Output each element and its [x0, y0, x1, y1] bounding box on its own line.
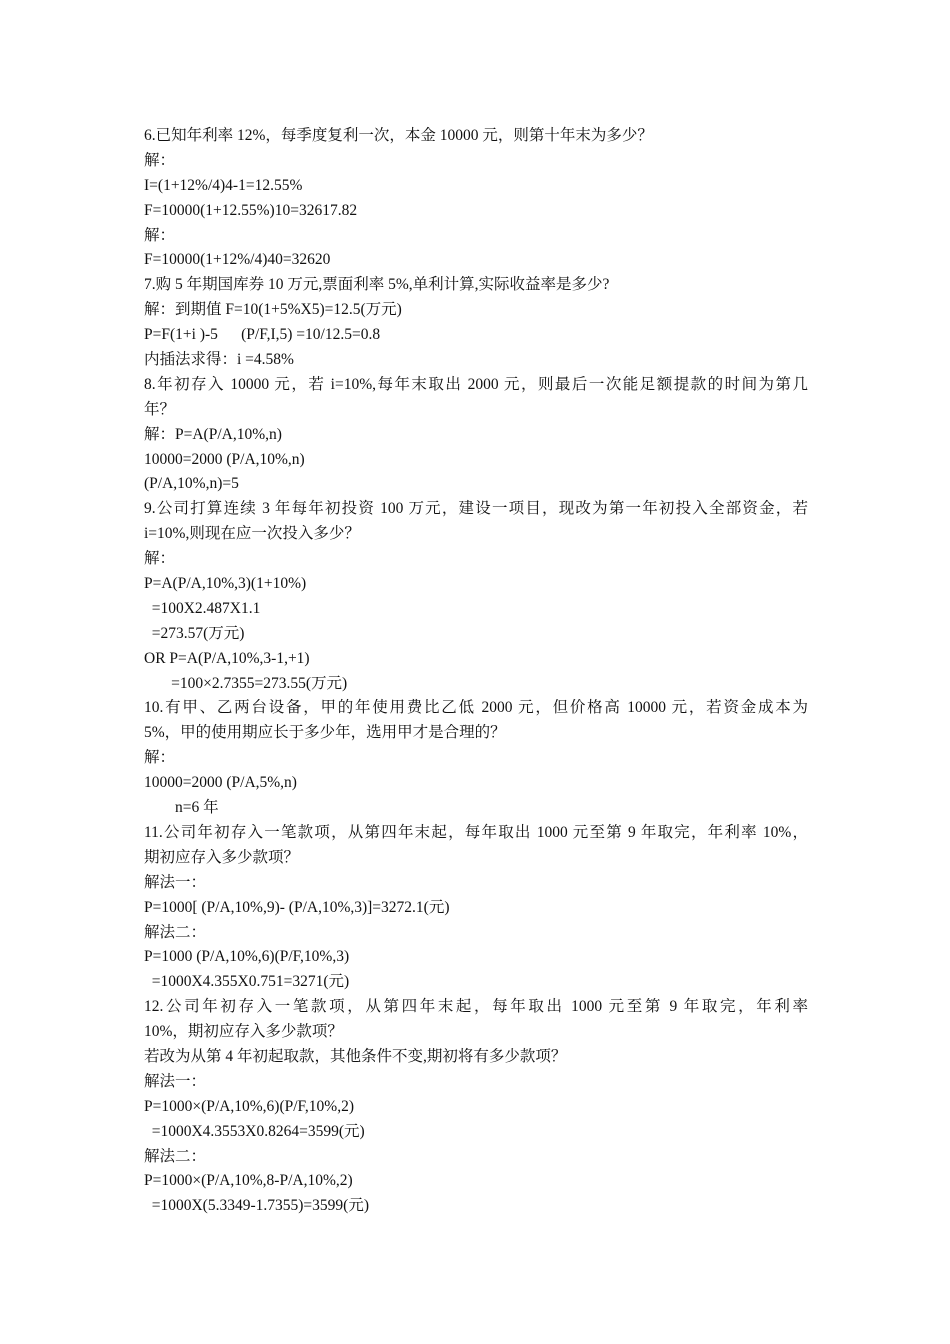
text-line: 5%，甲的使用期应长于多少年，选用甲才是合理的？ — [144, 724, 506, 742]
text-line: 内插法求得：i =4.58% — [144, 351, 294, 369]
text-line: =273.57(万元) — [144, 624, 245, 642]
text-line: 期初应存入多少款项？ — [144, 848, 300, 866]
text-line: 解： — [144, 226, 176, 244]
text-line: 12.公司年初存入一笔款项，从第四年末起，每年取出 1000 元至第 9 年取完，年利率 — [144, 998, 808, 1016]
text-line: 10%，期初应存入多少款项？ — [144, 1023, 343, 1041]
text-line: =100X2.487X1.1 — [144, 599, 261, 617]
text-line: OR P=A(P/A,10%,3-1,+1) — [144, 649, 310, 667]
text-line: 7.购 5 年期国库券 10 万元,票面利率 5%,单利计算,实际收益率是多少? — [144, 276, 610, 294]
text-line: I=(1+12%/4)4-1=12.55% — [144, 176, 303, 194]
text-line: 若改为从第 4 年初起取款，其他条件不变,期初将有多少款项？ — [144, 1047, 567, 1065]
text-line: 10000=2000 (P/A,5%,n) — [144, 774, 297, 792]
text-line: P=1000 (P/A,10%,6)(P/F,10%,3) — [144, 948, 350, 966]
text-line: 10000=2000 (P/A,10%,n) — [144, 450, 305, 468]
document-page — [144, 124, 808, 1219]
text-line: 解：P=A(P/A,10%,n) — [144, 425, 282, 443]
text-line: 年？ — [144, 400, 176, 418]
text-line: 解：到期值 F=10(1+5%X5)=12.5(万元) — [144, 301, 402, 319]
text-line: 解： — [144, 151, 176, 169]
text-line: 9.公司打算连续 3 年每年初投资 100 万元，建设一项目，现改为第一年初投入全部资金，若 — [144, 500, 808, 518]
text-line: P=A(P/A,10%,3)(1+10%) — [144, 575, 307, 593]
text-line: P=1000×(P/A,10%,6)(P/F,10%,2) — [144, 1097, 354, 1115]
text-line: 8.年初存入 10000 元，若 i=10%,每年末取出 2000 元，则最后一次能足额提款的时间为第几 — [144, 375, 808, 393]
text-line: 解法一： — [144, 873, 207, 891]
text-line: 解法二： — [144, 923, 207, 941]
text-line: 解法一： — [144, 1072, 207, 1090]
text-line: =1000X4.3553X0.8264=3599(元) — [144, 1122, 365, 1140]
text-line: 解： — [144, 550, 176, 568]
text-line: 解法二： — [144, 1147, 207, 1165]
text-line: F=10000(1+12.55%)10=32617.82 — [144, 201, 358, 219]
text-line: =100×2.7355=273.55(万元) — [144, 674, 348, 692]
text-line: 10.有甲、乙两台设备，甲的年使用费比乙低 2000 元，但价格高 10000 元，若资金成本为 — [144, 699, 808, 717]
text-line: P=F(1+i )-5 (P/F,I,5) =10/12.5=0.8 — [144, 326, 381, 344]
text-line: =1000X(5.3349-1.7355)=3599(元) — [144, 1197, 369, 1215]
text-line: n=6 年 — [144, 799, 219, 817]
text-line: P=1000×(P/A,10%,8-P/A,10%,2) — [144, 1172, 353, 1190]
text-line: 6.已知年利率 12%，每季度复利一次，本金 10000 元，则第十年末为多少？ — [144, 127, 653, 144]
text-line: F=10000(1+12%/4)40=32620 — [144, 251, 331, 269]
text-line: =1000X4.355X0.751=3271(元) — [144, 973, 350, 991]
text-line: 解： — [144, 749, 176, 767]
text-line: (P/A,10%,n)=5 — [144, 475, 239, 493]
text-line: 11.公司年初存入一笔款项，从第四年末起，每年取出 1000 元至第 9 年取完，年利率 10%， — [144, 823, 808, 841]
text-line: i=10%,则现在应一次投入多少？ — [144, 525, 360, 543]
text-line: P=1000[ (P/A,10%,9)- (P/A,10%,3)]=3272.1(元) — [144, 898, 450, 916]
